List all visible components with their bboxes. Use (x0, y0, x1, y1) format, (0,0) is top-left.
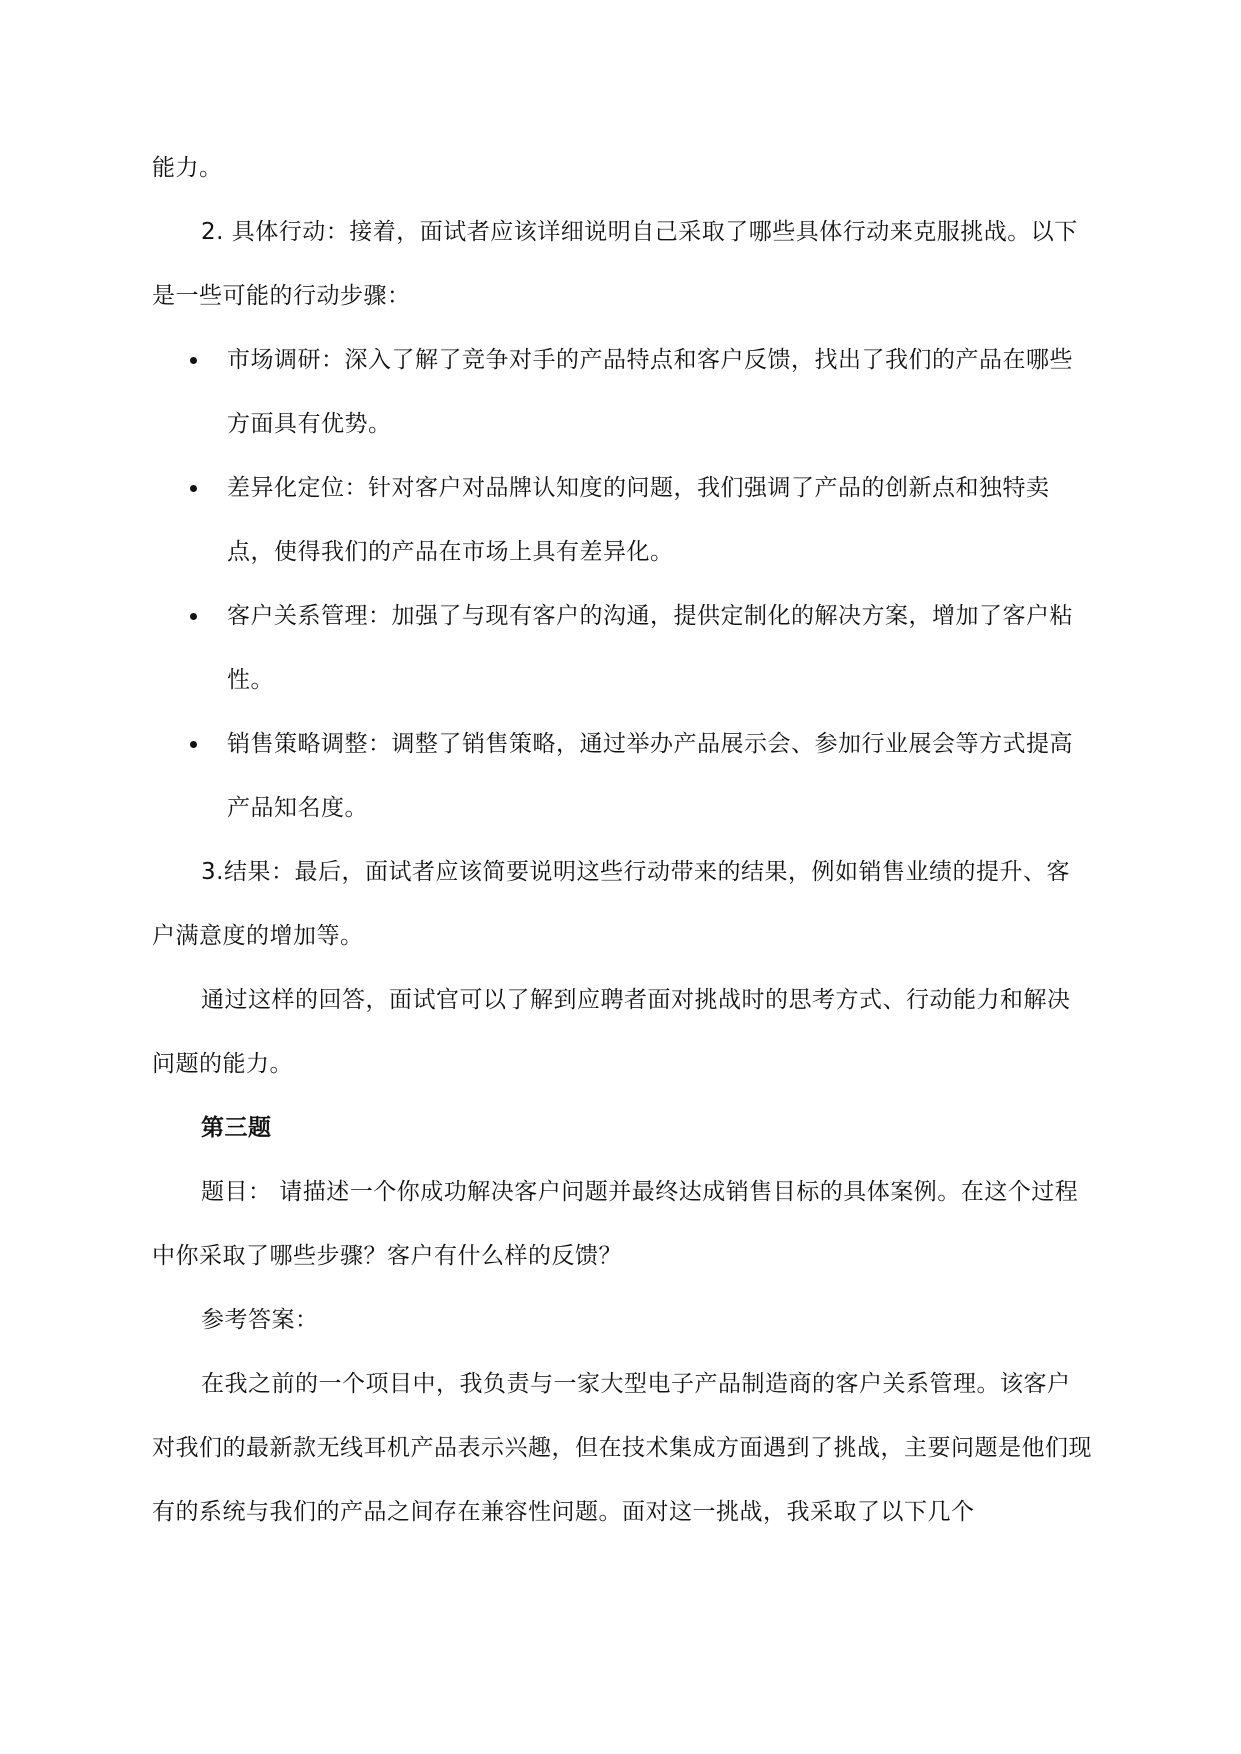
continuation-text: 能力。 (152, 155, 223, 181)
section-heading: 第三题 (201, 1115, 272, 1141)
bullet-icon (190, 741, 197, 748)
step-2-paragraph: 2. 具体行动：接着，面试者应该详细说明自己采取了哪些具体行动来克服挑战。以下是一些可能的行动步骤： (152, 219, 1078, 309)
answer-label: 参考答案： (201, 1307, 319, 1333)
list-item: 市场调研：深入了解了竞争对手的产品特点和客户反馈，找出了我们的产品在哪些方面具有优势。 (152, 328, 1092, 456)
summary-paragraph: 通过这样的回答，面试官可以了解到应聘者面对挑战时的思考方式、行动能力和解决问题的能力。 (152, 987, 1071, 1077)
list-item: 销售策略调整：调整了销售策略，通过举办产品展示会、参加行业展会等方式提高产品知名度。 (152, 712, 1092, 840)
answer-paragraph: 在我之前的一个项目中，我负责与一家大型电子产品制造商的客户关系管理。该客户对我们的最新款无线耳机产品表示兴趣，但在技术集成方面遇到了挑战，主要问题是他们现有的系统与我们的产品之间存在兼容性问题。面对这一挑战，我采取了以下几个 (152, 1371, 1092, 1525)
step-3-paragraph: 3.结果：最后，面试者应该简要说明这些行动带来的结果，例如销售业绩的提升、客户满意度的增加等。 (152, 859, 1070, 949)
question-paragraph: 题目： 请描述一个你成功解决客户问题并最终达成销售目标的具体案例。在这个过程中你采取了哪些步骤？客户有什么样的反馈？ (152, 1179, 1079, 1269)
action-steps-list (152, 328, 1092, 840)
bullet-icon (190, 357, 197, 364)
bullet-icon (190, 485, 197, 492)
bullet-icon (190, 613, 197, 620)
document-body (152, 136, 1092, 1544)
list-item: 差异化定位：针对客户对品牌认知度的问题，我们强调了产品的创新点和独特卖点，使得我们的产品在市场上具有差异化。 (152, 456, 1092, 584)
list-item: 客户关系管理：加强了与现有客户的沟通，提供定制化的解决方案，增加了客户粘性。 (152, 584, 1092, 712)
